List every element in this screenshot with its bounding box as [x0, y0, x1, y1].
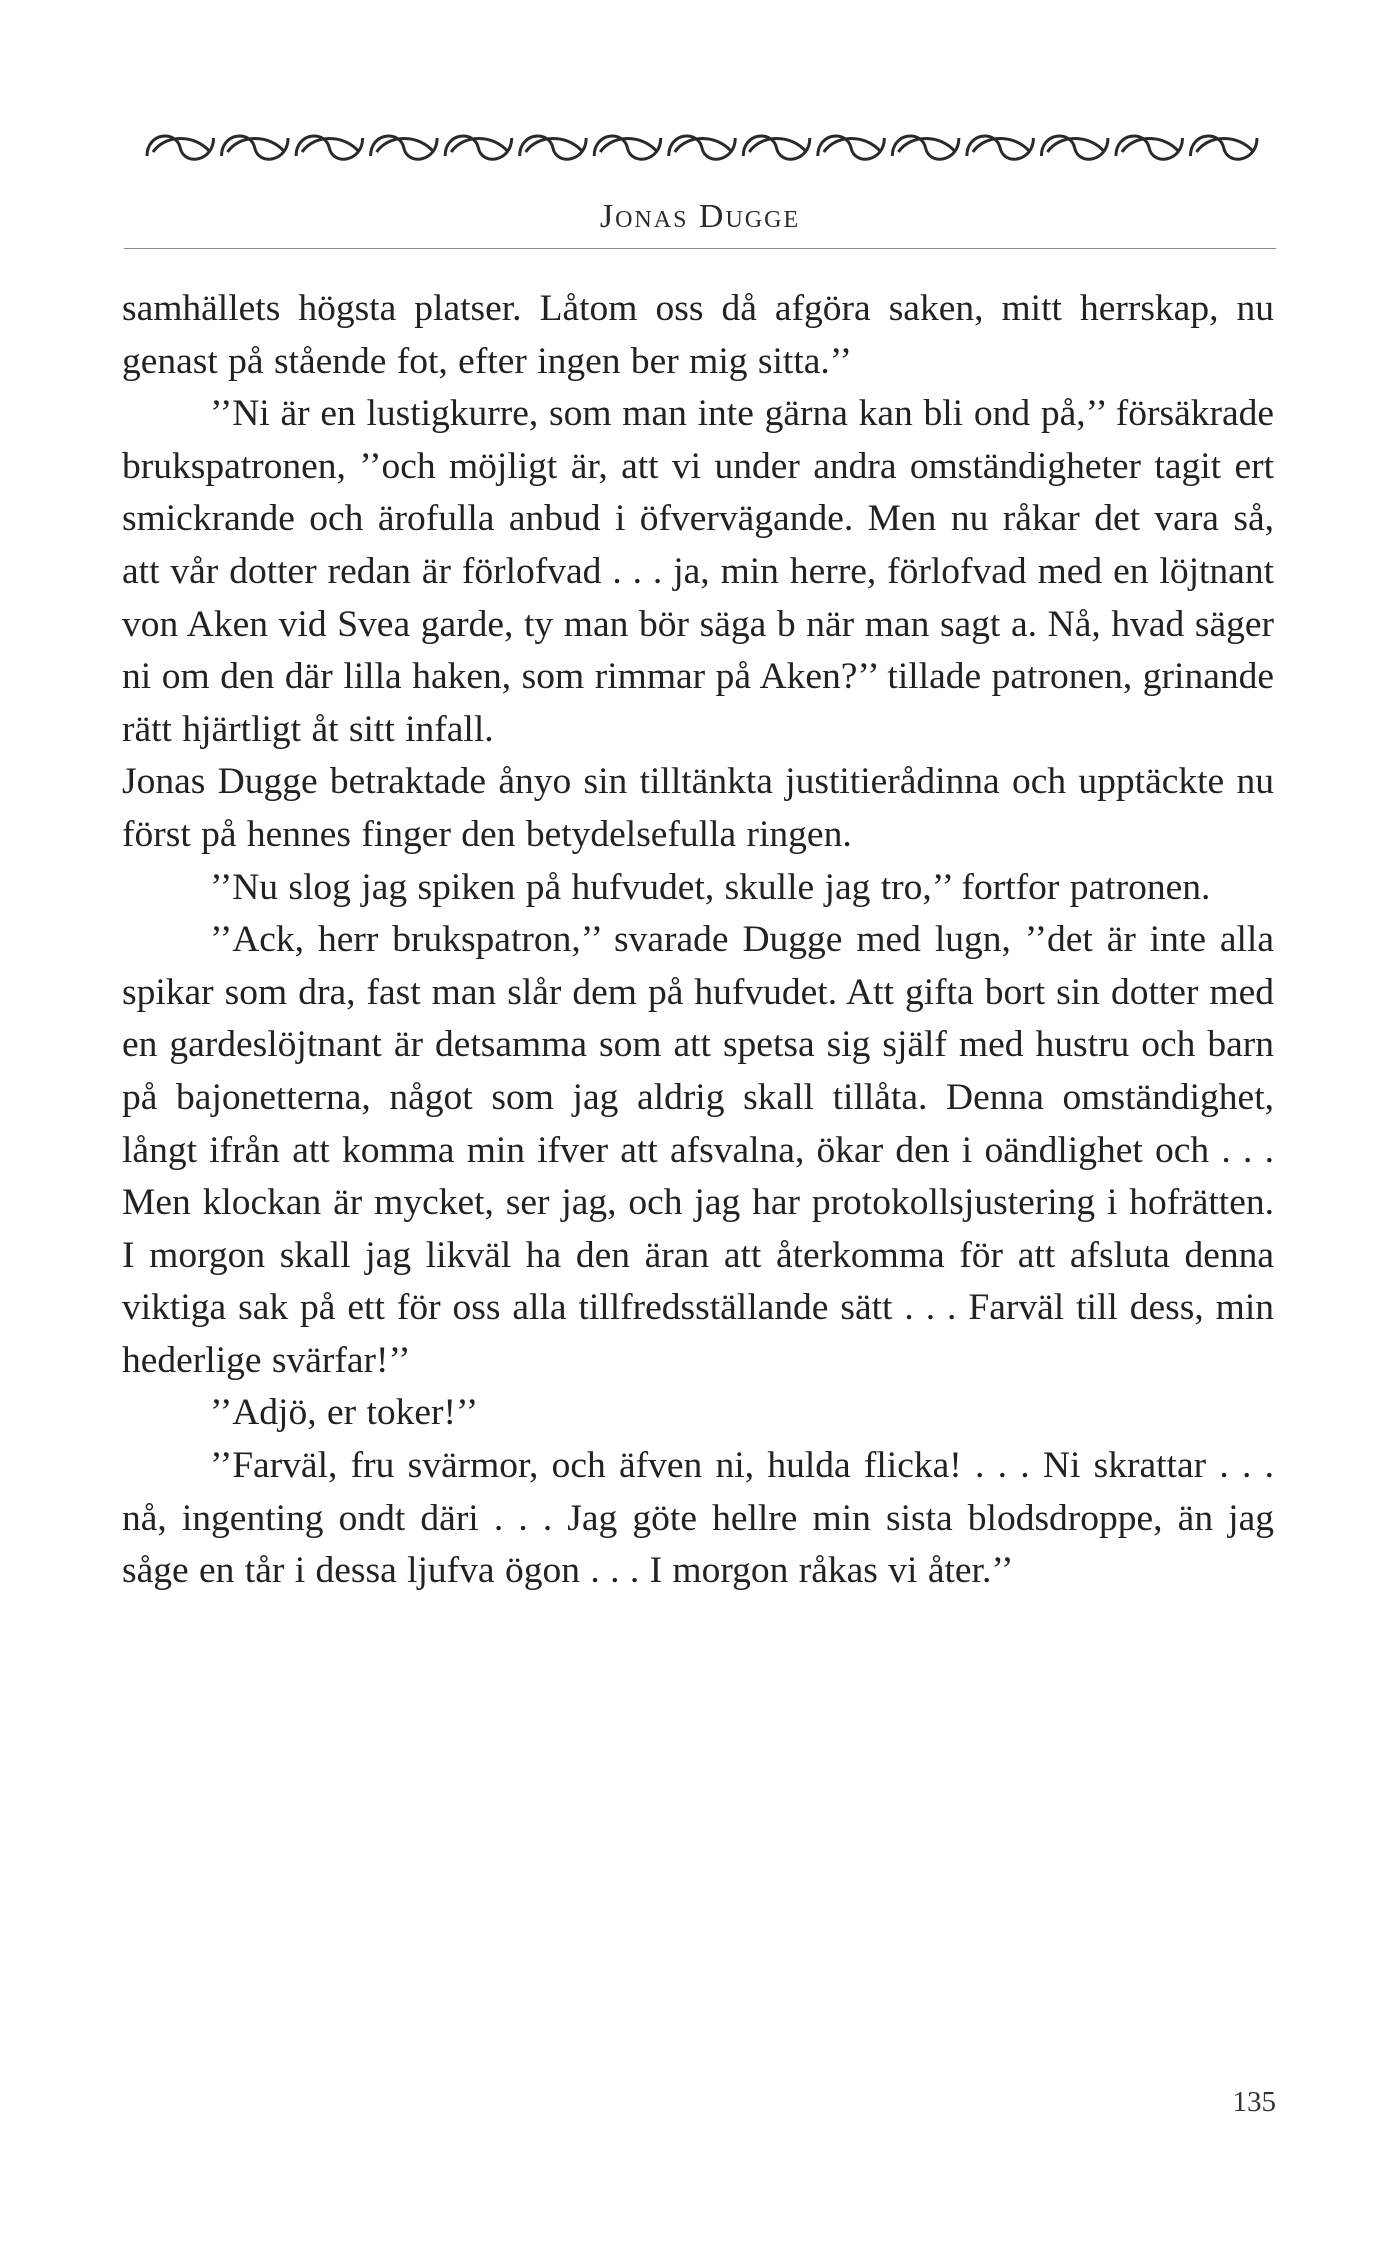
interlace-loop	[222, 136, 289, 159]
interlace-loop	[371, 136, 438, 159]
interlace-loop	[147, 136, 214, 159]
page-number: 135	[1232, 2086, 1276, 2118]
interlace-loop	[1041, 136, 1108, 159]
paragraph: ’’Farväl, fru svärmor, och äfven ni, hulda flicka! . . . Ni skrattar . . . nå, ingenting ondt däri . . . Jag göte hellre min sista blodsdroppe, än jag såge en tår i dessa ljufva ögon . . . I morgon råkas vi åter.’’	[122, 1445, 1274, 1592]
interlace-loop	[1116, 136, 1183, 159]
interlace-loop	[445, 136, 512, 159]
interlace-loop	[818, 136, 885, 159]
interlace-loop	[743, 136, 810, 159]
interlace-loop	[967, 136, 1034, 159]
paragraph: ’’Ack, herr brukspatron,’’ svarade Dugge med lugn, ’’det är inte alla spikar som dra, fast man slår dem på hufvudet. Att gifta bort sin dotter med en gardeslöjtnant är detsamma som att spetsa sig själf med hustru och barn på bajonetterna, något som jag aldrig skall tillåta. Denna omständighet, långt ifrån att komma min ifver att afsvalna, ökar den i oändlighet och . . . Men klockan är mycket, ser jag, och jag har protokollsjustering i hofrätten. I morgon skall jag likväl ha den äran att återkomma för att afsluta denna viktiga sak på ett för oss alla tillfredsställande sätt . . . Farväl till dess, min hederlige svärfar!’’	[122, 919, 1274, 1381]
running-title: Jonas Dugge	[599, 198, 801, 235]
interlace-border-icon	[143, 122, 1261, 172]
running-head	[0, 198, 1400, 236]
interlace-loop	[520, 136, 587, 159]
header-rule	[124, 248, 1276, 249]
interlace-loop	[669, 136, 736, 159]
paragraph: samhällets högsta platser. Låtom oss då afgöra saken, mitt herrskap, nu genast på stående fot, efter ingen ber mig sitta.’’	[122, 288, 1274, 382]
paragraph: Jonas Dugge betraktade ånyo sin tilltänkta justitierådinna och upptäckte nu först på hennes finger den betydelsefulla ringen.	[122, 761, 1274, 855]
interlace-loop	[296, 136, 363, 159]
interlace-loop	[1190, 136, 1257, 159]
interlace-loop	[594, 136, 661, 159]
paragraph: ’’Ni är en lustigkurre, som man inte gärna kan bli ond på,’’ försäkrade brukspatronen, ’’och möjligt är, att vi under andra omständigheter tagit ert smickrande och ärofulla anbud i öfvervägande. Men nu råkar det vara så, att vår dotter redan är förlofvad . . . ja, min herre, förlofvad med en löjtnant von Aken vid Svea garde, ty man bör säga b när man sagt a. Nå, hvad säger ni om den där lilla haken, som rimmar på Aken?’’ tillade patronen, grinande rätt hjärtligt åt sitt infall.	[122, 393, 1274, 750]
paragraph: ’’Nu slog jag spiken på hufvudet, skulle jag tro,’’ fortfor patronen.	[210, 866, 1211, 908]
body-text	[122, 283, 1274, 1598]
interlace-loop	[892, 136, 959, 159]
paragraph: ’’Adjö, er toker!’’	[210, 1392, 479, 1434]
